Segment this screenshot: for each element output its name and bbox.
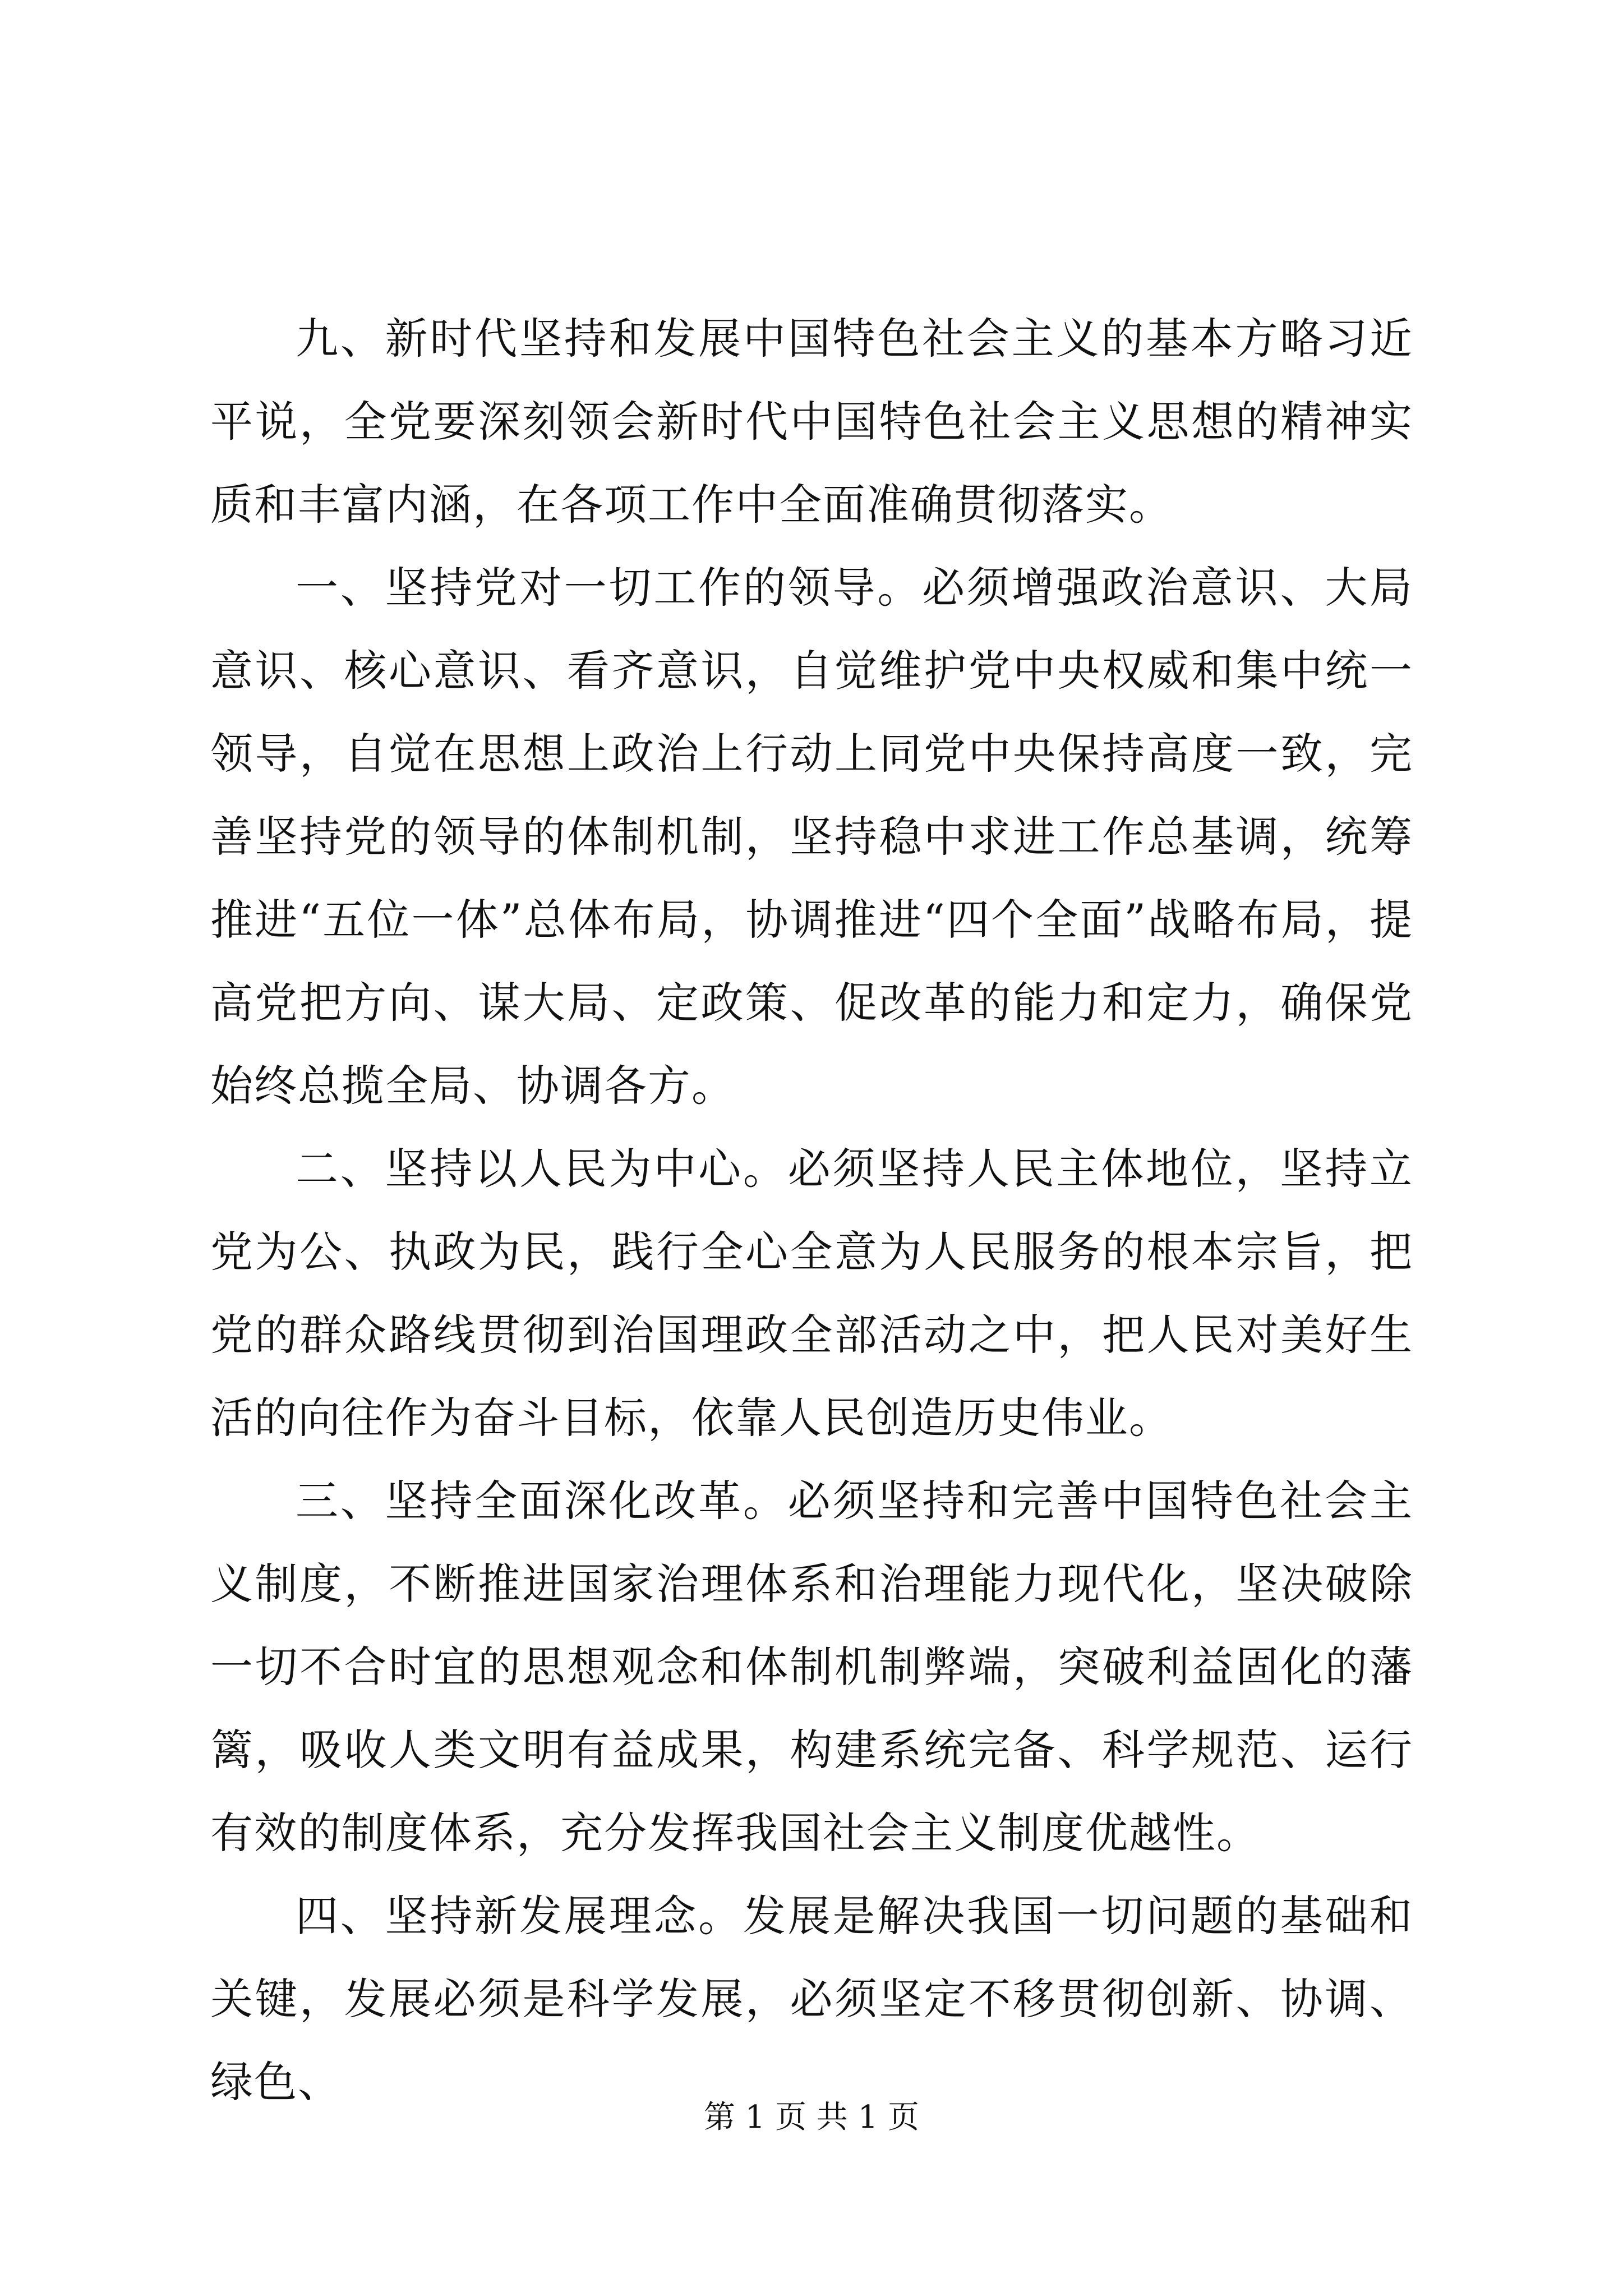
paragraph-3: 二、坚持以人民为中心。必须坚持人民主体地位，坚持立党为公、执政为民，践行全心全意为人民服务的根本宗旨，把党的群众路线贯彻到治国理政全部活动之中，把人民对美好生活的向往作为奋斗目标，依靠人民创造历史伟业。 [210, 1144, 1413, 1443]
paragraph-5: 四、坚持新发展理念。发展是解决我国一切问题的基础和关键，发展必须是科学发展，必须坚定不移贯彻创新、协调、绿色、 [210, 1891, 1413, 2107]
paragraph-1: 九、新时代坚持和发展中国特色社会主义的基本方略习近平说，全党要深刻领会新时代中国特色社会主义思想的精神实质和丰富内涵，在各项工作中全面准确贯彻落实。 [210, 314, 1413, 530]
paragraph-2: 一、坚持党对一切工作的领导。必须增强政治意识、大局意识、核心意识、看齐意识，自觉维护党中央权威和集中统一领导，自觉在思想上政治上行动上同党中央保持高度一致，完善坚持党的领导的体制机制，坚持稳中求进工作总基调，统筹推进“五位一体”总体布局，协调推进“四个全面”战略布局，提高党把方向、谋大局、定政策、促改革的能力和定力，确保党始终总揽全局、协调各方。 [210, 563, 1413, 1111]
page-number-footer: 第 1 页 共 1 页 [703, 2099, 920, 2136]
document-body [210, 297, 1413, 2124]
paragraph-4: 三、坚持全面深化改革。必须坚持和完善中国特色社会主义制度，不断推进国家治理体系和治理能力现代化，坚决破除一切不合时宜的思想观念和体制机制弊端，突破利益固化的藩篱，吸收人类文明有益成果，构建系统完备、科学规范、运行有效的制度体系，充分发挥我国社会主义制度优越性。 [210, 1476, 1413, 1858]
